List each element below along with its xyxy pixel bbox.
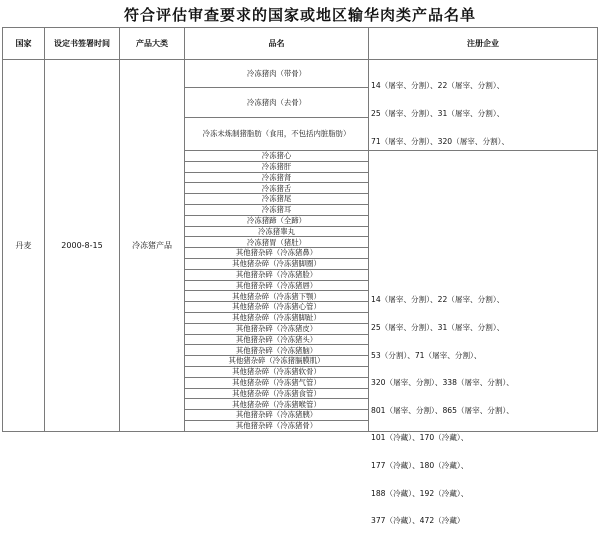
product-cell: 其他猪杂碎（冷冻猪脑） [184, 344, 369, 356]
enterprise-line: 801（屠宰、分割）、865（屠宰、分割）、 [371, 405, 514, 415]
product-cell: 冷冻猪肉（去骨） [184, 87, 369, 118]
product-cell: 其他猪杂碎（冷冻猪骨） [184, 420, 369, 432]
product-cell: 其他猪杂碎（冷冻猪脚圈） [184, 258, 369, 270]
product-cell: 其他猪杂碎（冷冻猪软骨） [184, 366, 369, 378]
product-cell: 冷冻猪耳 [184, 204, 369, 216]
product-cell: 冷冻猪蹄（全蹄） [184, 215, 369, 227]
product-cell: 冷冻猪心 [184, 150, 369, 162]
enterprise-line: 14（屠宰、分割）、22（屠宰、分割）、 [371, 295, 505, 305]
enterprise-line: 53（分割）、71（屠宰、分割）、 [371, 350, 482, 360]
enterprise-line: 377（冷藏）、472（冷藏） [371, 516, 465, 526]
product-cell: 其他猪杂碎（冷冻猪喉管） [184, 398, 369, 410]
enterprise-line: 14（屠宰、分割）、22（屠宰、分割）、 [371, 81, 505, 91]
category-cell: 冷冻猪产品 [119, 59, 185, 432]
product-cell: 其他猪杂碎（冷冻猪下颚） [184, 290, 369, 302]
enterprise-line: 320（屠宰、分割）、338（屠宰、分割）、 [371, 378, 514, 388]
header-date: 设定书签署时间 [44, 27, 120, 60]
product-cell: 其他猪杂碎（冷冻猪气管） [184, 377, 369, 389]
product-cell: 其他猪杂碎（冷冻猪脚趾） [184, 312, 369, 324]
product-cell: 冷冻猪胃（猪肚） [184, 236, 369, 248]
header-category: 产品大类 [119, 27, 185, 60]
product-cell: 其他猪杂碎（冷冻猪唇） [184, 280, 369, 292]
enterprise-line: 177（冷藏）、180（冷藏）、 [371, 461, 469, 471]
page-title: 符合评估审查要求的国家或地区输华肉类产品名单 [123, 6, 476, 24]
date-cell: 2000-8-15 [44, 59, 120, 432]
enterprise-line: 25（屠宰、分割）、31（屠宰、分割）、 [371, 323, 505, 333]
country-cell: 丹麦 [2, 59, 45, 432]
product-cell: 其他猪杂碎（冷冻猪头） [184, 334, 369, 346]
product-cell: 其他猪杂碎（冷冻猪膈膜肌） [184, 355, 369, 367]
enterprise-line: 101（冷藏）、170（冷藏）、 [371, 433, 469, 443]
product-cell: 其他猪杂碎（冷冻猪胰） [184, 409, 369, 421]
enterprise-list [368, 59, 598, 151]
enterprise-line: 188（冷藏）、192（冷藏）、 [371, 488, 469, 498]
product-table [2, 27, 598, 526]
product-cell: 冷冻猪肝 [184, 161, 369, 173]
product-cell: 其他猪杂碎（冷冻猪脸） [184, 269, 369, 281]
header-product: 品名 [184, 27, 369, 60]
product-cell: 冷冻猪尾 [184, 193, 369, 205]
product-cell: 冷冻未炼制猪脂肪（食用，不包括内脏脂肪） [184, 117, 369, 151]
header-enterprise: 注册企业 [368, 27, 598, 60]
enterprise-line: 25（屠宰、分割）、31（屠宰、分割）、 [371, 109, 505, 119]
enterprise-list [368, 150, 598, 526]
product-cell: 其他猪杂碎（冷冻猪心管） [184, 301, 369, 313]
product-cell: 冷冻猪睾丸 [184, 226, 369, 238]
product-cell: 冷冻猪舌 [184, 182, 369, 194]
enterprise-line: 71（屠宰、分割）、320（屠宰、分割）、 [371, 136, 510, 146]
product-cell: 冷冻猪肉（带骨） [184, 59, 369, 88]
product-cell: 其他猪杂碎（冷冻猪鼻） [184, 247, 369, 259]
product-cell: 其他猪杂碎（冷冻猪食管） [184, 388, 369, 400]
header-country: 国家 [2, 27, 45, 60]
product-cell: 其他猪杂碎（冷冻猪皮） [184, 323, 369, 335]
product-cell: 冷冻猪肾 [184, 172, 369, 184]
